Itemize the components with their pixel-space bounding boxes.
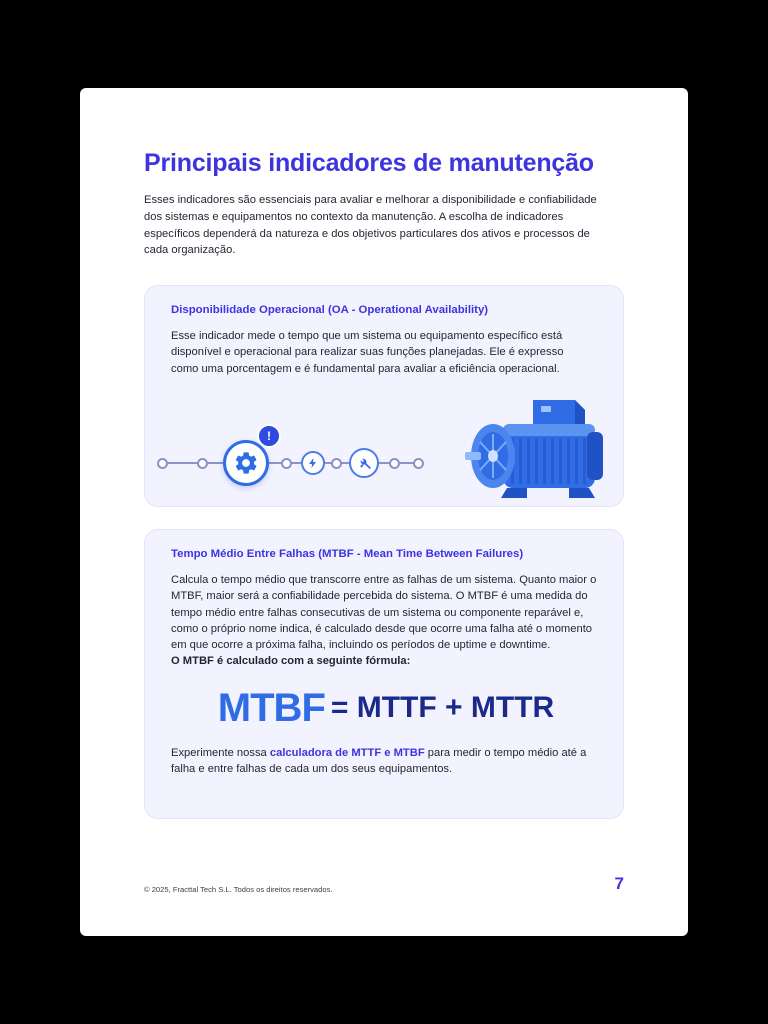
electric-motor-illustration (437, 394, 624, 507)
closing-after: para medir o tempo médio até a falha e entre falhas de cada um dos seus equipamentos. (171, 746, 587, 775)
card-oa-body: Esse indicador mede o tempo que um sistema ou equipamento específico está disponível e operacional para realizar suas funções planejadas. Ele é expresso como uma porcentagem e é fundamental para avaliar a eficiência operacional. (171, 330, 564, 375)
chain-dot-2 (197, 458, 208, 469)
gear-icon (223, 440, 269, 486)
card-mtbf-body: Calcula o tempo médio que transcorre entre as falhas de um sistema. Quanto maior o MTBF, maior será a confiabilidade percebida do sistema. O MTBF é uma medida do tempo médio entre falhas consecutivas de um sistema ou componente reparável e, como o próprio nome indica, é calculado desde que ocorre uma falha até o momento em que ocorre a próxima falha, incluindo os períodos de uptime e downtime. (171, 574, 597, 652)
mtbf-formula (171, 686, 601, 731)
card-operational-availability (144, 285, 624, 507)
page-number: 7 (614, 874, 624, 893)
closing-before: Experimente nossa (171, 746, 270, 759)
chain-dot-5 (389, 458, 400, 469)
card-mtbf (144, 529, 624, 819)
formula-rest: = MTTF + MTTR (330, 691, 555, 725)
page-title: Principais indicadores de manutenção (144, 149, 594, 177)
card-oa-title: Disponibilidade Operacional (OA - Operational Availability) (171, 304, 489, 317)
chain-dot-3 (281, 458, 292, 469)
bolt-icon (301, 451, 325, 475)
alert-badge: ! (257, 424, 281, 448)
card-mtbf-title: Tempo Médio Entre Falhas (MTBF - Mean Time Between Failures) (171, 548, 524, 561)
copyright-text: © 2025, Fracttal Tech S.L. Todos os direitos reservados. (144, 885, 333, 894)
page-footer (144, 874, 624, 894)
mtbf-closing-text (171, 745, 601, 777)
mtbf-calculator-link[interactable]: calculadora de MTTF e MTBF (269, 746, 425, 759)
chain-dot-1 (157, 458, 168, 469)
oa-graphic (145, 386, 623, 506)
tools-icon (349, 448, 379, 478)
page-content (80, 88, 688, 936)
chain-dot-6 (413, 458, 424, 469)
chain-dot-4 (331, 458, 342, 469)
card-mtbf-formula-lead: O MTBF é calculado com a seguinte fórmula: (171, 655, 411, 668)
document-page (80, 88, 688, 936)
formula-main-term: MTBF (217, 685, 325, 730)
intro-paragraph: Esses indicadores são essenciais para avaliar e melhorar a disponibilidade e confiabilidade dos sistemas e equipamentos no contexto da manutenção. A escolha de indicadores específicos dependerá da natureza e dos objetivos particulares dos ativos e processos de cada organização. (144, 194, 597, 257)
